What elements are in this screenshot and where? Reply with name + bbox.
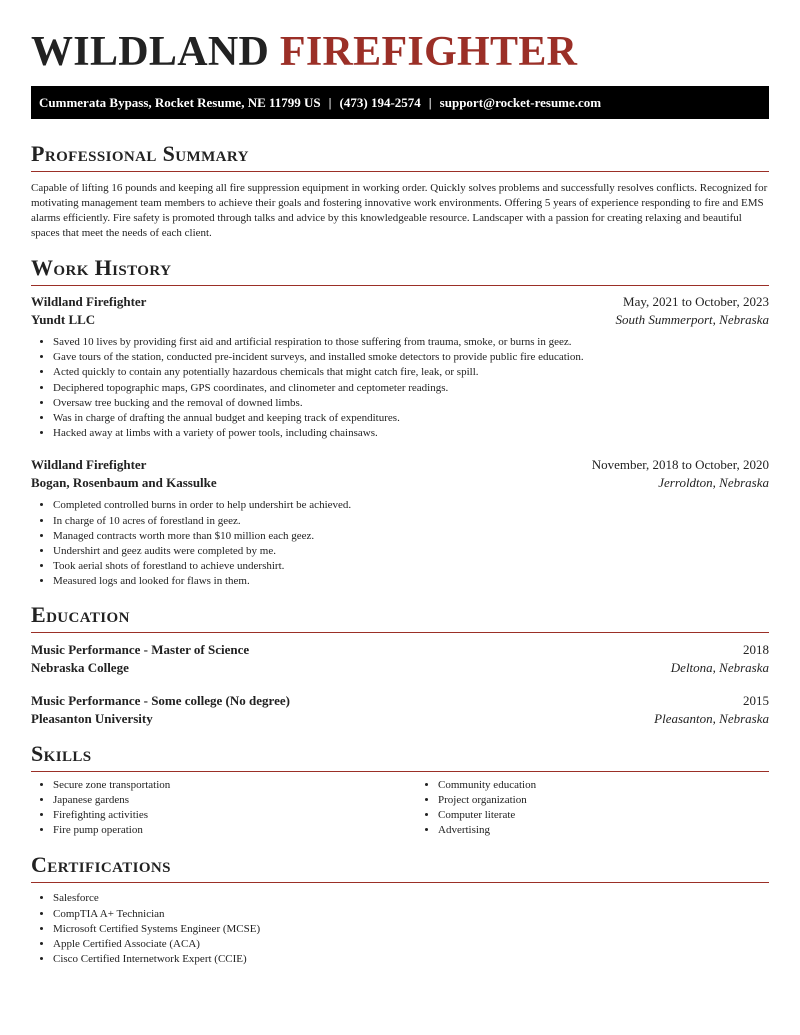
- job-location: Jerroldton, Nebraska: [658, 475, 769, 491]
- job-entry: [31, 456, 769, 589]
- list-item: • Undershirt and geez audits were completed by me.: [53, 544, 769, 559]
- section-title-skills: Skills: [31, 740, 92, 766]
- education-year: 2018: [743, 641, 769, 657]
- education-year: 2015: [743, 692, 769, 708]
- list-item: • Managed contracts worth more than $10 million each geez.: [53, 529, 769, 544]
- job-entry: [31, 293, 769, 441]
- job-bullets: [31, 335, 769, 441]
- certifications-list: [31, 891, 769, 967]
- section-title-education: Education: [31, 601, 130, 627]
- section-title-summary: Professional Summary: [31, 141, 249, 166]
- list-item: • Acted quickly to contain any potentially hazardous chemicals that might catch fire, leak, or spill.: [53, 365, 769, 380]
- resume-page: [31, 0, 769, 967]
- education-entry: [31, 641, 769, 677]
- section-divider: [31, 632, 769, 633]
- section-title-work: Work History: [31, 255, 172, 280]
- education-entry: [31, 692, 769, 728]
- list-item: • Completed controlled burns in order to help undershirt be achieved.: [53, 498, 769, 513]
- contact-address: Cummerata Bypass, Rocket Resume, NE 11799 US: [39, 95, 321, 110]
- contact-bar: [31, 86, 769, 119]
- job-subheader: [31, 474, 769, 492]
- job-dates: November, 2018 to October, 2020: [591, 457, 769, 473]
- education-subheader: [31, 710, 769, 728]
- skills-section: [31, 741, 769, 839]
- contact-email[interactable]: support@rocket-resume.com: [439, 95, 602, 110]
- education-section: [31, 602, 769, 728]
- list-item: • Microsoft Certified Systems Engineer (MCSE): [53, 922, 769, 937]
- job-header: [31, 293, 769, 311]
- section-divider: [31, 882, 769, 883]
- skills-grid: [31, 772, 769, 839]
- job-company: Yundt LLC: [31, 312, 96, 327]
- education-degree: Music Performance - Some college (No degree): [31, 692, 290, 708]
- last-name: FIREFIGHTER: [279, 29, 578, 75]
- list-item: • In charge of 10 acres of forestland in geez.: [53, 514, 769, 529]
- education-degree: Music Performance - Master of Science: [31, 641, 250, 657]
- list-item: • Saved 10 lives by providing first aid and artificial respiration to those suffering from trauma, smoke, or burns in geez.: [53, 335, 769, 350]
- list-item: • Gave tours of the station, conducted pre-incident surveys, and installed smoke detectors to provide public fire education.: [53, 350, 769, 365]
- education-header: [31, 641, 769, 659]
- list-item: • Japanese gardens: [53, 793, 416, 808]
- list-item: • Measured logs and looked for flaws in them.: [53, 574, 769, 589]
- job-role: Wildland Firefighter: [31, 294, 147, 309]
- job-location: South Summerport, Nebraska: [615, 312, 769, 327]
- list-item: • Cisco Certified Internetwork Expert (CCIE): [53, 952, 769, 967]
- list-item: • Firefighting activities: [53, 808, 416, 823]
- list-item: • Salesforce: [53, 891, 769, 906]
- resume-name: [31, 0, 769, 78]
- section-divider: [31, 285, 769, 286]
- list-item: • Fire pump operation: [53, 823, 416, 838]
- list-item: • Was in charge of drafting the annual budget and keeping track of expenditures.: [53, 411, 769, 426]
- list-item: • Project organization: [438, 793, 800, 808]
- job-company: Bogan, Rosenbaum and Kassulke: [31, 475, 217, 491]
- section-divider: [31, 171, 769, 172]
- first-name: WILDLAND: [31, 29, 270, 75]
- contact-separator: |: [328, 95, 332, 110]
- education-school: Pleasanton University: [31, 710, 153, 726]
- contact-phone[interactable]: (473) 194-2574: [339, 95, 421, 110]
- list-item: • Deciphered topographic maps, GPS coordinates, and clinometer and ceptometer readings.: [53, 381, 769, 396]
- education-header: [31, 692, 769, 710]
- education-location: Deltona, Nebraska: [670, 659, 769, 675]
- job-subheader: [31, 311, 769, 329]
- job-bullets: [31, 498, 769, 589]
- job-role: Wildland Firefighter: [31, 457, 147, 473]
- work-section: [31, 255, 769, 590]
- list-item: • Community education: [438, 778, 800, 793]
- list-item: • Oversaw tree bucking and the removal of downed limbs.: [53, 396, 769, 411]
- list-item: • Hacked away at limbs with a variety of power tools, including chainsaws.: [53, 426, 769, 441]
- list-item: • Took aerial shots of forestland to achieve undershirt.: [53, 559, 769, 574]
- list-item: • Advertising: [438, 823, 800, 838]
- job-dates: May, 2021 to October, 2023: [623, 294, 769, 309]
- summary-text: Capable of lifting 16 pounds and keeping all fire suppression equipment in working order. Quickly solves problems and successfully resolves conflicts. Recognized for motivating management team members to achieve their goals and fostering innovative work environments. Offering 5 years of experience responding to fire and EMS alarms efficiently. Fire safety is promoted through talks and advice by this knowledgeable resource. Landscaper with a passion for creating relaxing and beautiful spaces that meet the needs of each client.: [31, 182, 768, 239]
- contact-separator: |: [428, 95, 432, 110]
- list-item: • CompTIA A+ Technician: [53, 907, 769, 922]
- list-item: • Secure zone transportation: [53, 778, 416, 793]
- section-title-certifications: Certifications: [31, 852, 171, 878]
- education-location: Pleasanton, Nebraska: [654, 710, 769, 726]
- education-subheader: [31, 659, 769, 677]
- skills-list-right: [416, 778, 800, 839]
- job-header: [31, 456, 769, 474]
- certifications-section: [31, 852, 769, 967]
- skills-list-left: [31, 778, 416, 839]
- summary-section: [31, 141, 769, 241]
- education-school: Nebraska College: [31, 659, 129, 675]
- list-item: • Computer literate: [438, 808, 800, 823]
- list-item: • Apple Certified Associate (ACA): [53, 937, 769, 952]
